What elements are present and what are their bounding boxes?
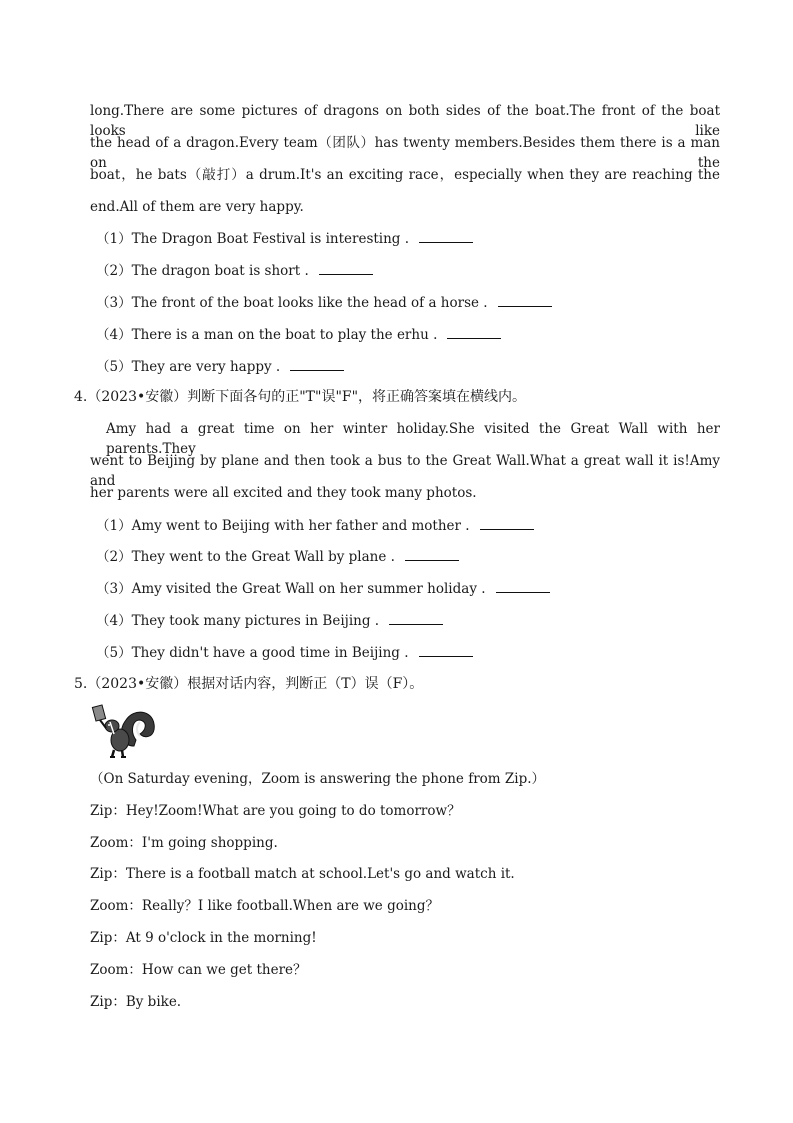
skunk-illustration <box>90 700 158 760</box>
answer-blank[interactable] <box>319 260 373 275</box>
question-heading: 5.（2023•安徽）根据对话内容，判断正（T）误（F）。 <box>74 676 424 692</box>
answer-blank[interactable] <box>290 356 344 371</box>
tf-item-text: （1）Amy went to Beijing with her father and mother . <box>96 518 470 534</box>
answer-blank[interactable] <box>498 292 552 307</box>
answer-blank[interactable] <box>447 324 501 339</box>
question-heading: 4.（2023•安徽）判断下面各句的正"T"误"F"，将正确答案填在横线内。 <box>74 389 527 405</box>
answer-blank[interactable] <box>496 578 550 593</box>
answer-blank[interactable] <box>405 546 459 561</box>
tf-item-text: （3）The front of the boat looks like the head of a horse . <box>96 295 488 311</box>
dialogue-line: Zip：By bike. <box>90 994 182 1010</box>
tf-item-text: （4）They took many pictures in Beijing . <box>96 613 380 629</box>
passage-line: Amy had a great time on her winter holiday.She visited the Great Wall with her parents.They <box>106 421 720 457</box>
tf-item-text: （2）They went to the Great Wall by plane . <box>96 549 395 565</box>
passage-line: went to Beijing by plane and then took a bus to the Great Wall.What a great wall it is!Amy and <box>90 453 720 489</box>
answer-blank[interactable] <box>480 515 534 530</box>
dialogue-line: Zoom：How can we get there？ <box>90 962 307 978</box>
tf-item <box>96 515 726 536</box>
tf-item <box>96 356 726 377</box>
dialogue-line: Zip：There is a football match at school.Let's go and watch it. <box>90 866 515 882</box>
dialogue-line: Zip：Hey!Zoom!What are you going to do tomorrow？ <box>90 803 461 819</box>
passage-line: the head of a dragon.Every team（团队）has twenty members.Besides them there is a man on the <box>90 135 720 171</box>
tf-item <box>96 578 726 599</box>
tf-item-text: （1）The Dragon Boat Festival is interesting . <box>96 231 410 247</box>
tf-item <box>96 546 726 567</box>
tf-item-text: （4）There is a man on the boat to play the erhu . <box>96 327 438 343</box>
tf-item <box>96 610 726 631</box>
dialogue-scene: （On Saturday evening，Zoom is answering the phone from Zip.） <box>90 771 546 787</box>
passage-line: long.There are some pictures of dragons on both sides of the boat.The front of the boat looks like <box>90 103 720 139</box>
passage-line: boat，he bats（敲打）a drum.It's an exciting race，especially when they are reaching the <box>90 167 720 183</box>
tf-item <box>96 324 726 345</box>
tf-item <box>96 292 726 313</box>
answer-blank[interactable] <box>419 642 473 657</box>
dialogue-line: Zip：At 9 o'clock in the morning! <box>90 930 317 946</box>
tf-item <box>96 260 726 281</box>
passage-line: her parents were all excited and they took many photos. <box>90 485 477 501</box>
answer-blank[interactable] <box>389 610 443 625</box>
tf-item <box>96 228 726 249</box>
answer-blank[interactable] <box>419 228 473 243</box>
dialogue-line: Zoom：Really？I like football.When are we going？ <box>90 898 440 914</box>
tf-item <box>96 642 726 663</box>
tf-item-text: （5）They didn't have a good time in Beijing . <box>96 645 409 661</box>
tf-item-text: （5）They are very happy . <box>96 359 281 375</box>
tf-item-text: （3）Amy visited the Great Wall on her summer holiday . <box>96 581 486 597</box>
dialogue-line: Zoom：I'm going shopping. <box>90 835 278 851</box>
tf-item-text: （2）The dragon boat is short . <box>96 263 309 279</box>
passage-line: end.All of them are very happy. <box>90 199 304 215</box>
